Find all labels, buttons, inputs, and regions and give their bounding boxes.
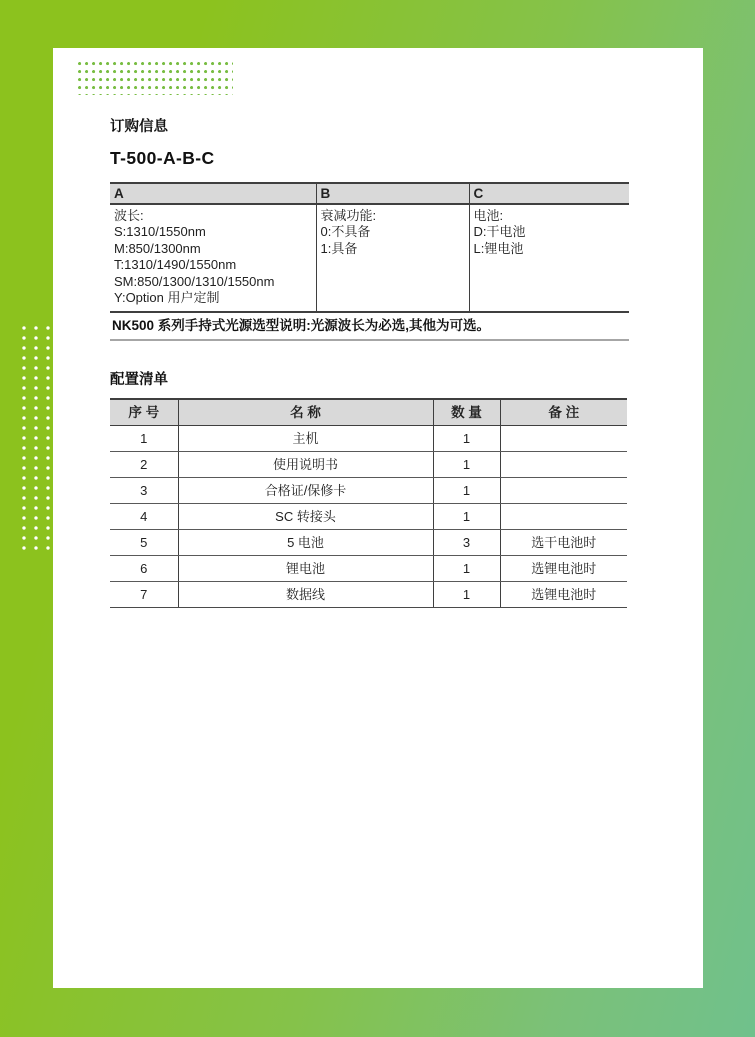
configuration-column-header: 数 量 [433,399,500,426]
table-row [110,504,627,530]
remark-cell [500,426,627,452]
row-number-cell: 1 [110,426,178,452]
ordering-column-header: B [316,183,469,204]
spec-line: 电池: [473,208,504,223]
item-name-cell: 数据线 [178,582,433,608]
quantity-cell: 1 [433,582,500,608]
ordering-options-table [110,182,629,313]
remark-cell [500,504,627,530]
spec-line: 0:不具备 [320,224,371,240]
item-name-cell: 5 电池 [178,530,433,556]
row-number-cell: 6 [110,556,178,582]
left-dot-pattern [22,326,56,554]
spec-line: 衰减功能: [320,208,377,223]
spec-line: T:1310/1490/1550nm [114,257,237,273]
ordering-option-cell [316,204,469,312]
quantity-cell: 3 [433,530,500,556]
table-row [110,582,627,608]
item-name-cell: 锂电池 [178,556,433,582]
spec-line: SM:850/1300/1310/1550nm [114,273,275,289]
quantity-cell: 1 [433,504,500,530]
row-number-cell: 5 [110,530,178,556]
item-name-cell: 使用说明书 [178,452,433,478]
remark-cell [500,452,627,478]
quantity-cell: 1 [433,452,500,478]
table-row [110,478,627,504]
configuration-header-row [110,399,627,426]
spec-line: 波长: [114,208,144,223]
spec-line: 1:具备 [320,240,358,256]
row-number-cell: 7 [110,582,178,608]
remark-cell: 选锂电池时 [500,556,627,582]
row-number-cell: 3 [110,478,178,504]
quantity-cell: 1 [433,556,500,582]
ordering-header-row [110,183,629,204]
ordering-table-head [110,183,629,204]
table-row [110,530,627,556]
configuration-column-header: 备 注 [500,399,627,426]
table-row [110,452,627,478]
quantity-cell: 1 [433,426,500,452]
selection-note: NK500 系列手持式光源选型说明:光源波长为必选,其他为可选。 [110,313,629,341]
remark-cell: 选锂电池时 [500,582,627,608]
configuration-column-header: 名 称 [178,399,433,426]
ordering-column-header: A [110,183,316,204]
spec-line: Y:Option 用户定制 [114,290,220,306]
configuration-table-head [110,399,627,426]
item-name-cell: SC 转接头 [178,504,433,530]
ordering-table-body [110,204,629,312]
remark-cell: 选干电池时 [500,530,627,556]
ordering-info-title: 订购信息 [110,119,168,135]
remark-cell [500,478,627,504]
spec-line: D:干电池 [473,224,526,240]
configuration-list-title: 配置清单 [110,372,168,389]
configuration-table-body [110,426,627,608]
spec-line: S:1310/1550nm [114,224,206,240]
item-name-cell: 合格证/保修卡 [178,478,433,504]
ordering-body-row [110,204,629,312]
document-page [53,48,703,988]
ordering-column-header: C [469,183,629,204]
row-number-cell: 4 [110,504,178,530]
configuration-table [110,398,627,608]
spec-line: M:850/1300nm [114,240,201,256]
ordering-option-cell [469,204,629,312]
spec-line: L:锂电池 [473,240,524,256]
table-row [110,556,627,582]
configuration-column-header: 序 号 [110,399,178,426]
ordering-option-cell [110,204,316,312]
quantity-cell: 1 [433,478,500,504]
page-content [110,48,630,608]
model-code: T-500-A-B-C [110,148,215,168]
item-name-cell: 主机 [178,426,433,452]
row-number-cell: 2 [110,452,178,478]
table-row [110,426,627,452]
